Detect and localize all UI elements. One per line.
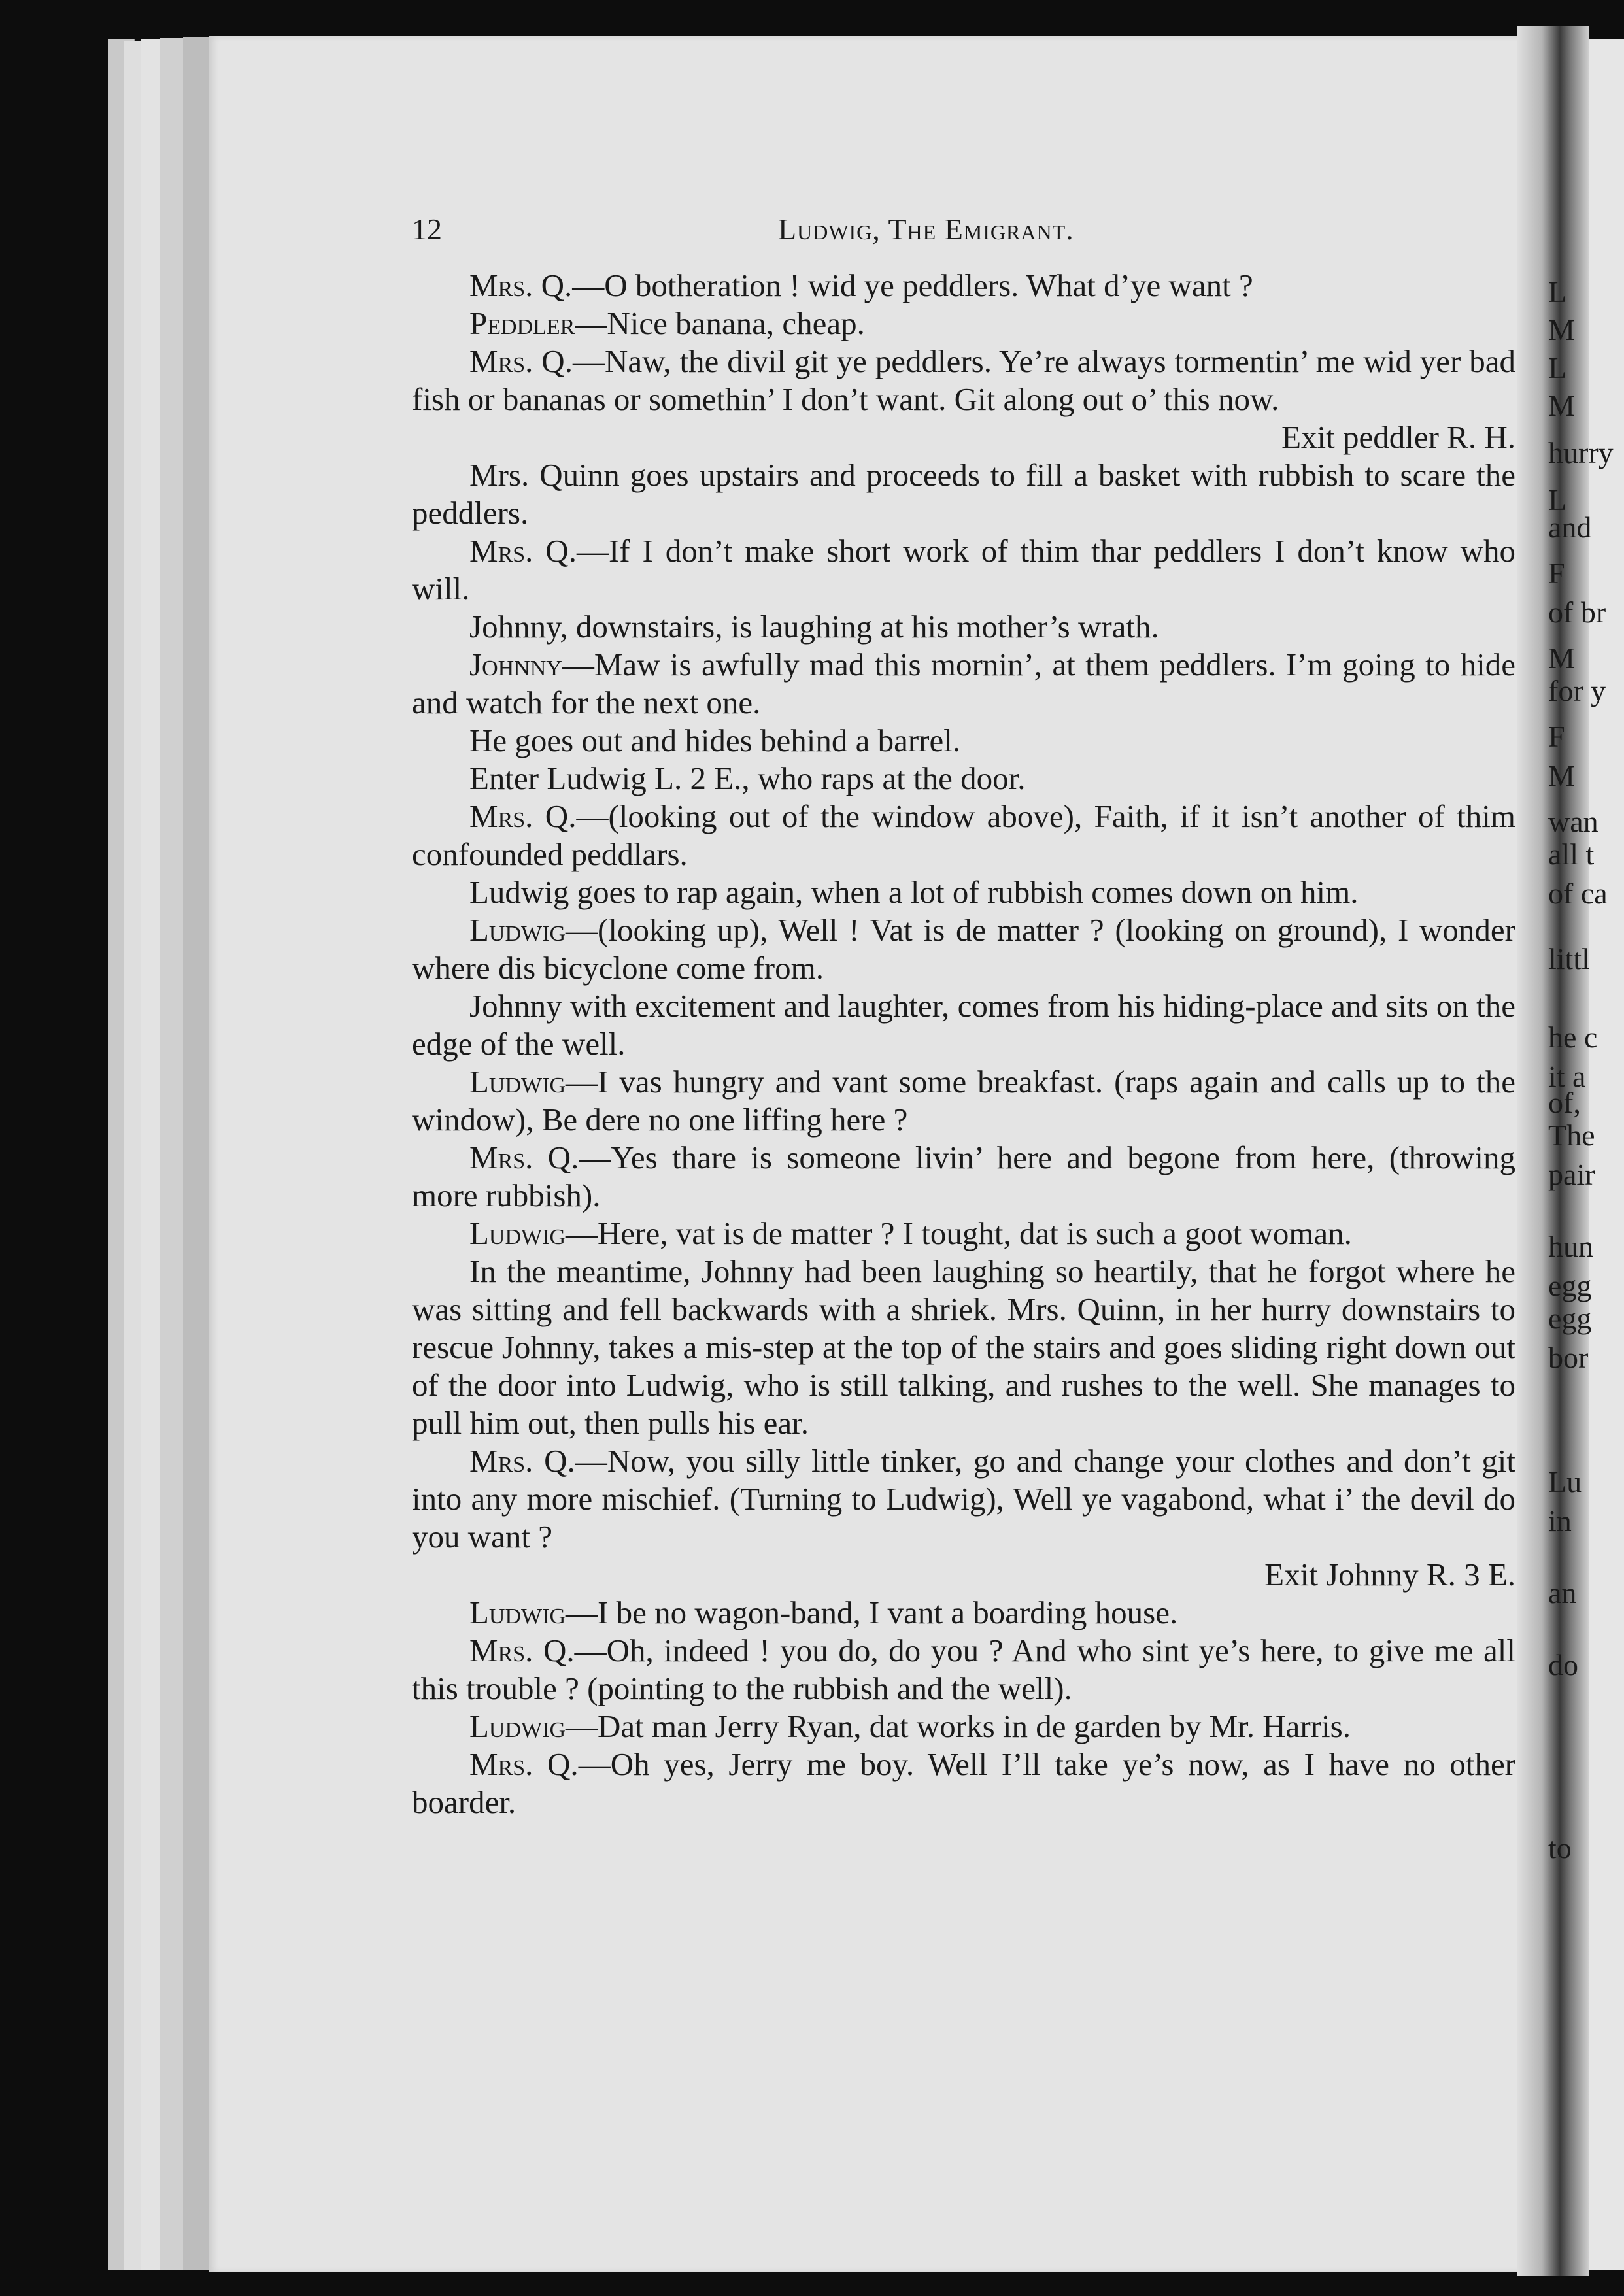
paragraph <box>412 911 1515 987</box>
speaker-name: Peddler <box>469 305 575 341</box>
paragraph-text: Mrs. Quinn goes upstairs and proceeds to fill a basket with rubbish to scare the peddlers. <box>412 457 1515 531</box>
paragraph-text: —Now, you silly little tinker, go and change your clothes and don’t git into any more mischief. (Turning to Ludwig), Well ye vagabond, what i’ the devil do you want ? <box>412 1443 1515 1555</box>
page-text <box>412 208 1515 1821</box>
paragraph <box>412 1253 1515 1442</box>
speaker-name: Mrs. Q. <box>469 1746 579 1782</box>
facing-page-fragment: wan <box>1548 805 1599 838</box>
speaker-name: Mrs. Q. <box>469 1632 575 1668</box>
speaker-name: Mrs. Q. <box>469 798 577 834</box>
speaker-name: Mrs. Q. <box>469 533 577 569</box>
facing-page-fragment: to <box>1548 1831 1572 1865</box>
speaker-name: Mrs. Q. <box>469 1140 579 1175</box>
paragraph-text: —O botheration ! wid ye peddlers. What d’ye want ? <box>572 267 1253 303</box>
paragraph <box>412 987 1515 1063</box>
facing-page-fragment: L <box>1548 483 1567 516</box>
paragraph <box>412 532 1515 608</box>
page-number: 12 <box>412 212 442 246</box>
facing-page-fragment: in <box>1548 1504 1572 1538</box>
paragraph <box>412 267 1515 305</box>
facing-page-fragment: egg <box>1548 1269 1592 1302</box>
paragraph <box>412 1063 1515 1139</box>
facing-page-fragment: F <box>1548 556 1565 590</box>
facing-page-fragment: do <box>1548 1648 1578 1681</box>
speaker-name: Mrs. Q. <box>469 267 573 303</box>
paragraph-text: He goes out and hides behind a barrel. <box>469 722 961 758</box>
facing-page-fragment: he c <box>1548 1021 1598 1054</box>
paragraph <box>412 1442 1515 1556</box>
paragraph <box>412 1139 1515 1215</box>
paragraph <box>412 873 1515 911</box>
facing-page-fragment: M <box>1548 759 1575 792</box>
paragraph <box>412 1708 1515 1746</box>
paragraph-text: —Maw is awfully mad this mornin’, at them peddlers. I’m going to hide and watch for the next one. <box>412 647 1515 720</box>
facing-page-fragment: M <box>1548 641 1575 675</box>
facing-page-fragment: littl <box>1548 942 1590 975</box>
paragraph <box>412 305 1515 343</box>
facing-page-fragment: for y <box>1548 674 1606 707</box>
facing-page-fragment: and <box>1548 511 1592 544</box>
facing-page-fragment: it a <box>1548 1060 1586 1093</box>
speaker-name: Ludwig <box>469 1595 566 1630</box>
paragraph <box>412 722 1515 760</box>
stage-direction <box>412 1556 1515 1594</box>
facing-page-fragment: L <box>1548 275 1567 309</box>
paragraph-text: —Yes thare is someone livin’ here and begone from here, (throwing more rubbish). <box>412 1140 1516 1213</box>
paragraph-text: In the meantime, Johnny had been laughing so heartily, that he forgot where he was sitting and fell backwards with a shriek. Mrs. Quinn, in her hurry downstairs to rescue Johnny, takes a mis-step at the top of the stairs and goes sliding right down out of the door into Ludwig, who is still talking, and rushes to the well. She manages to pull him out, then pulls his ear. <box>412 1253 1515 1441</box>
facing-page-fragment: M <box>1548 389 1575 422</box>
paragraph-text: —Naw, the divil git ye peddlers. Ye’re always tormentin’ me wid yer bad fish or bananas or somethin’ I don’t want. Git along out o’ this now. <box>412 343 1515 417</box>
paragraph-text: Ludwig goes to rap again, when a lot of rubbish comes down on him. <box>469 874 1359 910</box>
paragraph <box>412 1215 1515 1253</box>
speaker-name: Mrs. Q. <box>469 1443 575 1479</box>
facing-page-fragment: of br <box>1548 596 1606 629</box>
paragraph-text: —Here, vat is de matter ? I tought, dat is such a goot woman. <box>566 1215 1352 1251</box>
paragraph-text: —If I don’t make short work of thim thar peddlers I don’t know who will. <box>412 533 1515 607</box>
paragraph <box>412 1594 1515 1632</box>
paragraph <box>412 760 1515 798</box>
paragraph-text: —Nice banana, cheap. <box>575 305 865 341</box>
paragraph-text: —I vas hungry and vant some breakfast. (raps again and calls up to the window), Be dere no one liffing here ? <box>412 1064 1515 1138</box>
paragraph <box>412 608 1515 646</box>
running-head <box>412 208 1515 260</box>
facing-page-fragment: Lu <box>1548 1465 1582 1498</box>
speaker-name: Ludwig <box>469 1215 566 1251</box>
page-edge <box>183 37 211 2270</box>
facing-page-fragment: F <box>1548 720 1565 753</box>
facing-page-fragment: M <box>1548 313 1575 346</box>
facing-page-fragment: hurry <box>1548 436 1614 469</box>
paragraph-text: Johnny, downstairs, is laughing at his mother’s wrath. <box>469 609 1159 645</box>
speaker-name: Johnny <box>469 647 562 683</box>
paragraph <box>412 343 1515 418</box>
paragraph <box>412 456 1515 532</box>
paragraph-text: Exit Johnny R. 3 E. <box>1264 1557 1515 1593</box>
paragraph <box>412 1632 1515 1708</box>
paragraph <box>412 1746 1515 1821</box>
paragraph-text: —I be no wagon-band, I vant a boarding house. <box>566 1595 1178 1630</box>
paragraph-text: —Oh, indeed ! you do, do you ? And who sint ye’s here, to give me all this trouble ? (pointing to the rubbish and the well). <box>412 1632 1515 1706</box>
paragraph-text: —(looking out of the window above), Faith, if it isn’t another of thim confounded peddlars. <box>412 798 1515 872</box>
facing-page-fragment: of ca <box>1548 877 1608 910</box>
facing-page-fragment: The <box>1548 1119 1595 1152</box>
paragraph-text: —Dat man Jerry Ryan, dat works in de garden by Mr. Harris. <box>566 1708 1351 1744</box>
paragraph <box>412 646 1515 722</box>
speaker-name: Ludwig <box>469 912 566 948</box>
facing-page-fragment: hun <box>1548 1230 1593 1263</box>
facing-page-fragment: all t <box>1548 837 1595 871</box>
speaker-name: Mrs. Q. <box>469 343 573 379</box>
paragraph-text: —(looking up), Well ! Vat is de matter ? (looking on ground), I wonder where dis bicyclone come from. <box>412 912 1515 986</box>
paragraph-text: Enter Ludwig L. 2 E., who raps at the door. <box>469 760 1026 796</box>
facing-page-fragment: L <box>1548 351 1567 384</box>
speaker-name: Ludwig <box>469 1064 566 1100</box>
paragraph-text: —Oh yes, Jerry me boy. Well I’ll take ye’s now, as I have no other boarder. <box>412 1746 1516 1820</box>
facing-page-fragment: of, <box>1548 1086 1581 1119</box>
paragraph <box>412 798 1515 873</box>
facing-page-fragment: pair <box>1548 1158 1595 1191</box>
facing-page-fragment: bor <box>1548 1341 1589 1374</box>
facing-page-fragment: egg <box>1548 1302 1592 1335</box>
stage-direction <box>412 418 1515 456</box>
speaker-name: Ludwig <box>469 1708 566 1744</box>
running-title: Ludwig, The Emigrant. <box>778 212 1074 246</box>
facing-page-fragment: an <box>1548 1576 1577 1610</box>
body-text <box>412 267 1515 1821</box>
paragraph-text: Exit peddler R. H. <box>1281 419 1515 455</box>
paragraph-text: Johnny with excitement and laughter, comes from his hiding-place and sits on the edge of the well. <box>412 988 1515 1062</box>
